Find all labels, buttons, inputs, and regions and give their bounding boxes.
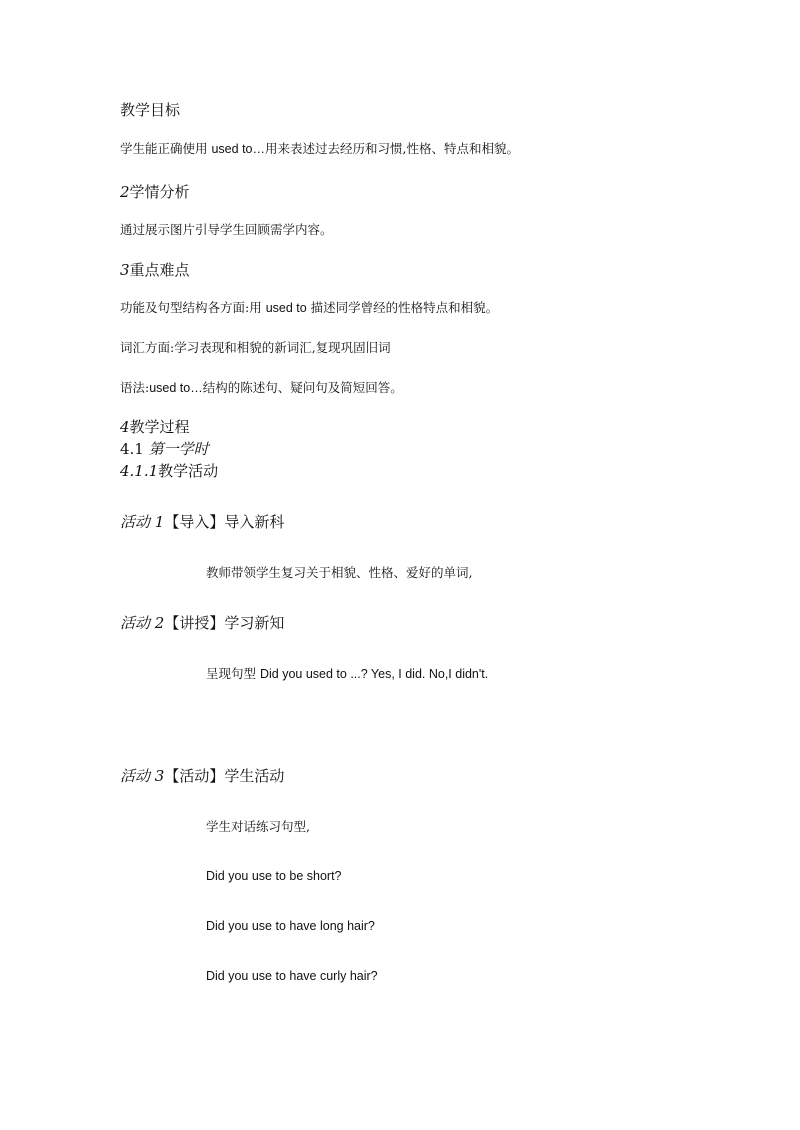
activity-1-heading [120, 511, 284, 532]
practice-question-2 [206, 919, 375, 933]
analysis-paragraph [120, 220, 333, 238]
heading-text: 教学过程 [129, 418, 190, 436]
text-run-latin: used to… [211, 142, 265, 156]
text-run: 学生能正确使用 [120, 141, 212, 156]
text-run: 呈现句型 [206, 666, 260, 681]
key-point-grammar [120, 378, 403, 396]
text-run-latin: used to [265, 301, 307, 315]
practice-question-1 [206, 869, 342, 883]
heading-text: 教学活动 [158, 462, 219, 480]
activity-3-body [206, 817, 310, 835]
text-run: 教师带领学生复习关于相貌、性格、爱好的单词, [206, 565, 473, 580]
activity-title: 【导入】导入新科 [164, 513, 285, 531]
practice-question-3 [206, 969, 378, 983]
text-run: 用来表述过去经历和习惯,性格、特点和相貌。 [265, 141, 519, 156]
heading-text: 教学目标 [120, 101, 181, 119]
text-run: 语法: [120, 380, 150, 395]
activity-1-body [206, 563, 472, 581]
heading-number: 3 [120, 261, 130, 279]
text-run-latin: Did you use to be short? [206, 869, 342, 883]
heading-key-points [120, 259, 190, 280]
text-run: 功能及句型结构各方面:用 [120, 300, 266, 315]
key-point-vocabulary [120, 338, 391, 356]
text-run: 通过展示图片引导学生回顾需学内容。 [120, 222, 333, 237]
heading-number: 4.1.1 [120, 462, 159, 480]
key-point-function [120, 298, 498, 316]
heading-teaching-goals [120, 99, 180, 120]
text-run-latin: Did you use to have curly hair? [206, 969, 378, 983]
activity-3-heading [120, 765, 284, 786]
activity-title: 【讲授】学习新知 [164, 614, 285, 632]
heading-student-analysis [120, 181, 190, 202]
activity-2-heading [120, 612, 284, 633]
text-run: 结构的陈述句、疑问句及简短回答。 [202, 380, 403, 395]
heading-teaching-activities [120, 460, 218, 481]
goals-paragraph [120, 139, 519, 157]
text-run-latin: used to… [149, 381, 203, 395]
activity-label: 活动 3 [120, 767, 165, 785]
activity-label: 活动 2 [120, 614, 165, 632]
activity-title: 【活动】学生活动 [164, 767, 285, 785]
activity-label: 活动 1 [120, 513, 165, 531]
text-run-latin: Did you use to have long hair? [206, 919, 375, 933]
heading-text: 第一学时 [148, 440, 209, 458]
heading-text: 重点难点 [129, 261, 190, 279]
heading-number: 2 [120, 183, 130, 201]
heading-teaching-process [120, 416, 190, 437]
text-run: 描述同学曾经的性格特点和相貌。 [306, 300, 499, 315]
text-run: 学生对话练习句型, [206, 819, 310, 834]
text-run-latin: Did you used to ...? Yes, I did. No,I didn't. [259, 667, 489, 681]
heading-number: 4.1 [120, 440, 149, 458]
heading-text: 学情分析 [129, 183, 190, 201]
text-run: 词汇方面:学习表现和相貌的新词汇,复现巩固旧词 [120, 340, 391, 355]
activity-2-body [206, 664, 488, 682]
heading-number: 4 [120, 418, 130, 436]
heading-first-lesson [120, 438, 209, 459]
